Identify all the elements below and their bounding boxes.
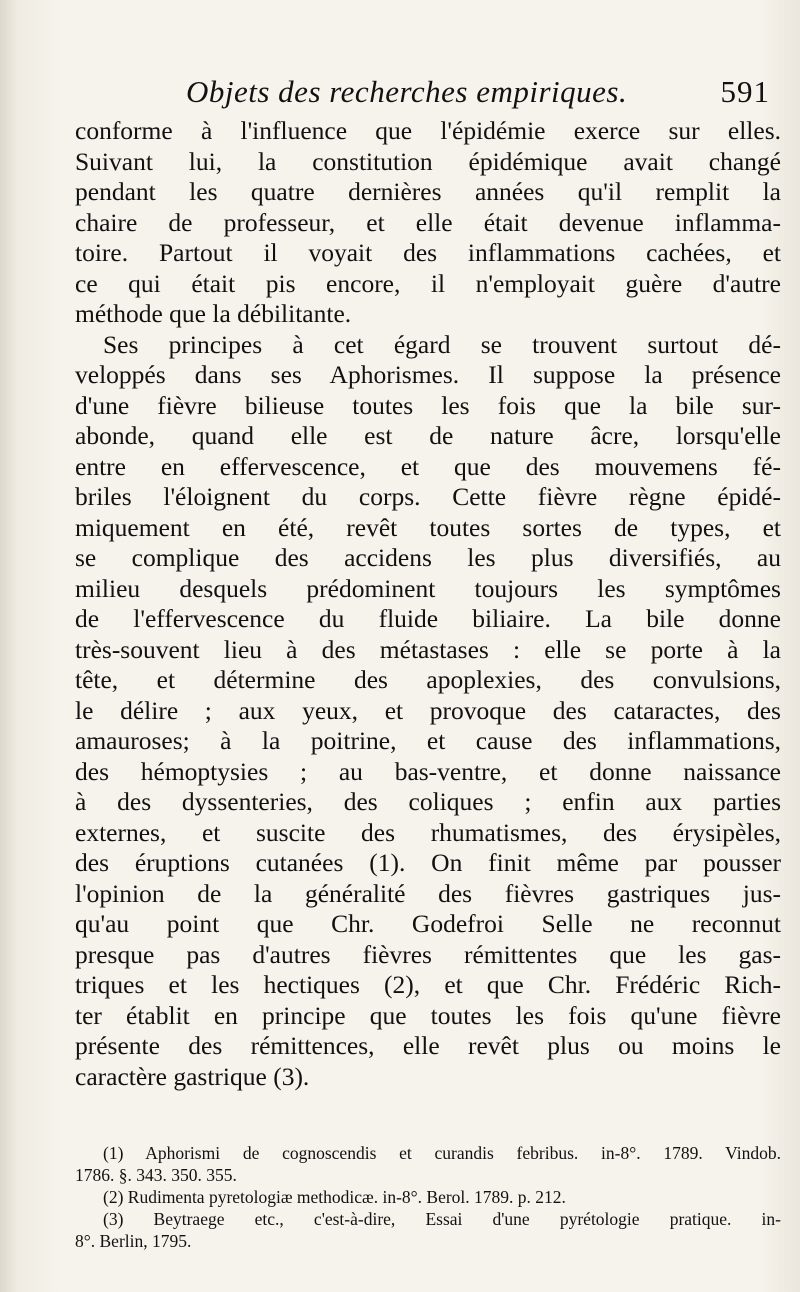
body-line: pendant les quatre dernières années qu'il remplit la [75,177,781,206]
body-line: méthode que la débilitante. [75,299,352,328]
body-line: qu'au point que Chr. Godefroi Selle ne reconnut [75,909,781,938]
body-line: entre en effervescence, et que des mouvemens fé- [75,451,781,481]
running-head [80,74,770,114]
body-line: chaire de professeur, et elle était devenue inflamma- [75,207,781,237]
body-line: tête, et détermine des apoplexies, des convulsions, [75,665,781,694]
body-text [75,116,781,1092]
body-line: l'opinion de la généralité des fièvres gastriques jus- [75,878,781,908]
footnote-line: 8°. Berlin, 1795. [75,1231,192,1251]
body-line: amauroses; à la poitrine, et cause des inflammations, [75,726,781,755]
body-line: milieu desquels prédominent toujours les symptômes [75,573,781,603]
body-line: de l'effervescence du fluide biliaire. La bile donne [75,604,781,633]
footnote-line: (2) Rudimenta pyretologiæ methodicæ. in-8°. Berol. 1789. p. 212. [103,1187,566,1207]
body-line: ter établit en principe que toutes les fois qu'une fièvre [75,1000,781,1030]
body-line: des éruptions cutanées (1). On finit même par pousser [75,848,781,877]
body-line: toire. Partout il voyait des inflammations cachées, et [75,238,781,267]
body-line: miquement en été, revêt toutes sortes de types, et [75,512,781,542]
body-line: conforme à l'influence que l'épidémie exerce sur elles. [75,116,781,145]
body-line: des hémoptysies ; au bas-ventre, et donne naissance [75,756,781,786]
footnote-line: 1786. §. 343. 350. 355. [75,1165,237,1185]
footnotes [75,1142,781,1252]
body-line: caractère gastrique (3). [75,1061,310,1091]
page-number: 591 [720,74,770,109]
body-line: externes, et suscite des rhumatismes, des érysipèles, [75,817,781,847]
running-head-title: Objets des recherches empiriques. [186,74,628,109]
body-line: Ses principes à cet égard se trouvent surtout dé- [103,329,781,359]
body-line: très-souvent lieu à des métastases : elle se porte à la [75,634,781,664]
body-line: se complique des accidens les plus diversifiés, au [75,543,781,572]
footnote-line: (3) Beytraege etc., c'est-à-dire, Essai d'une pyrétologie pratique. in- [103,1209,781,1229]
body-line: triques et les hectiques (2), et que Chr. Frédéric Rich- [75,970,781,999]
body-line: briles l'éloignent du corps. Cette fièvre règne épidé- [75,482,781,511]
body-line: le délire ; aux yeux, et provoque des cataractes, des [75,695,781,725]
body-line: Suivant lui, la constitution épidémique avait changé [75,146,781,176]
body-line: d'une fièvre bilieuse toutes les fois que la bile sur- [75,390,781,420]
body-line: veloppés dans ses Aphorismes. Il suppose la présence [75,360,781,389]
footnote-line: (1) Aphorismi de cognoscendis et curandis febribus. in-8°. 1789. Vindob. [103,1143,781,1163]
body-line: présente des rémittences, elle revêt plus ou moins le [75,1031,781,1060]
body-line: presque pas d'autres fièvres rémittentes que les gas- [75,939,781,969]
body-line: ce qui était pis encore, il n'employait guère d'autre [75,268,781,298]
body-line: abonde, quand elle est de nature âcre, lorsqu'elle [75,421,781,450]
body-line: à des dyssenteries, des coliques ; enfin aux parties [75,787,781,816]
